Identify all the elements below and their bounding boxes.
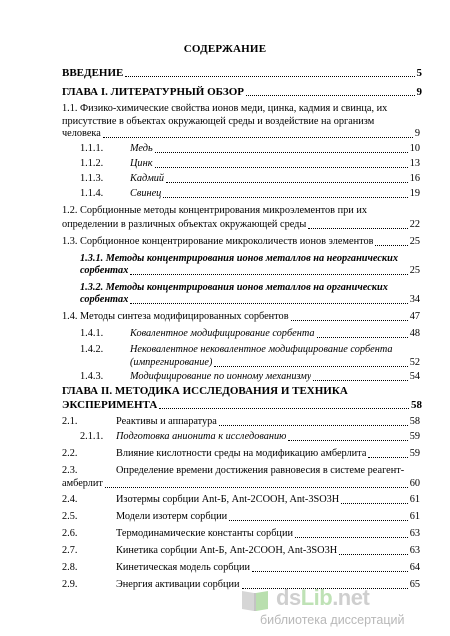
toc-entry-text: Энергия активации сорбции: [116, 579, 240, 590]
toc-entry-text: Кадмий: [130, 173, 165, 184]
book-icon: [240, 587, 270, 613]
toc-entry-1-1-2[interactable]: [80, 158, 420, 170]
toc-page-number: 59: [409, 448, 420, 459]
toc-page-number: 54: [409, 371, 420, 382]
toc-entry-1-3-1[interactable]: [80, 265, 420, 277]
leader-dots: [155, 166, 408, 168]
toc-entry-text: 1.4. Методы синтеза модифицированных сорбентов: [62, 311, 289, 322]
toc-entry-1-2[interactable]: [62, 219, 420, 231]
toc-entry-2-6[interactable]: [62, 528, 420, 540]
toc-entry-number: 1.4.3.: [80, 371, 104, 382]
toc-entry-number: 2.3.: [62, 465, 78, 476]
leader-dots: [288, 439, 407, 441]
toc-entry-1-1[interactable]: [62, 128, 420, 140]
toc-page-number: 64: [409, 562, 420, 573]
toc-entry-1-3-2-line-1: 1.3.2. Методы концентрирования ионов металлов на органических: [80, 282, 388, 293]
dslib-watermark[interactable]: [238, 585, 438, 631]
toc-entry-number: 2.1.: [62, 416, 78, 427]
toc-entry-text: Кинетическая модель сорбции: [116, 562, 250, 573]
toc-page-number: 19: [409, 188, 420, 199]
toc-page-number: 9: [416, 86, 422, 98]
leader-dots: [125, 75, 414, 77]
toc-page-number: 16: [409, 173, 420, 184]
leader-dots: [368, 456, 407, 458]
toc-page-number: 63: [409, 545, 420, 556]
toc-page-number: 25: [409, 236, 420, 247]
toc-page-number: 65: [409, 579, 420, 590]
leader-dots: [103, 136, 413, 138]
toc-entry-chapter-2[interactable]: [62, 399, 422, 411]
toc-entry-number: 1.1.1.: [80, 143, 104, 154]
toc-entry-text: Свинец: [130, 188, 162, 199]
leader-dots: [163, 196, 407, 198]
leader-dots: [313, 379, 407, 381]
page-title: СОДЕРЖАНИЕ: [183, 43, 267, 55]
toc-page-number: 10: [409, 143, 420, 154]
toc-page-number: 22: [409, 219, 420, 230]
toc-entry-number: 1.1.2.: [80, 158, 104, 169]
toc-page-number: 25: [409, 265, 420, 276]
toc-entry-chapter-2-line-1: ГЛАВА II. МЕТОДИКА ИССЛЕДОВАНИЯ И ТЕХНИКА: [62, 385, 348, 397]
toc-entry-number: 2.8.: [62, 562, 78, 573]
toc-entry-number: 2.7.: [62, 545, 78, 556]
toc-entry-chapter-1[interactable]: [62, 86, 422, 98]
leader-dots: [339, 553, 408, 555]
toc-entry-number: 2.4.: [62, 494, 78, 505]
toc-entry-1-1-1[interactable]: [80, 143, 420, 155]
leader-dots: [308, 227, 407, 229]
toc-entry-text: человека: [62, 128, 101, 139]
toc-entry-intro[interactable]: [62, 67, 422, 79]
toc-entry-2-2[interactable]: [62, 448, 420, 460]
toc-page-number: 9: [414, 128, 420, 139]
toc-page-number: 13: [409, 158, 420, 169]
toc-entry-text: Кинетика сорбции Ant-Б, Ant-2COOH, Ant-3SO3H: [116, 545, 338, 556]
toc-entry-2-3[interactable]: [62, 478, 420, 490]
toc-entry-text: Влияние кислотности среды на модификацию амберлита: [116, 448, 367, 459]
toc-entry-1-2-line-1: 1.2. Сорбционные методы концентрирования микроэлементов при их: [62, 205, 367, 216]
toc-entry-1-3-2[interactable]: [80, 294, 420, 306]
toc-page-number: 52: [409, 357, 420, 368]
leader-dots: [341, 502, 407, 504]
toc-entry-text: Реактивы и аппаратура: [116, 416, 217, 427]
toc-entry-1-1-4[interactable]: [80, 188, 420, 200]
toc-entry-text: Модели изотерм сорбции: [116, 511, 228, 522]
toc-entry-2-1-1[interactable]: [80, 431, 420, 443]
toc-entry-text: Нековалентное нековалентное модифицирование сорбента: [130, 344, 393, 355]
toc-entry-text: сорбентах: [80, 294, 129, 305]
toc-entry-2-4[interactable]: [62, 494, 420, 506]
toc-page-number: 48: [409, 328, 420, 339]
leader-dots: [229, 519, 408, 521]
toc-page-number: 63: [409, 528, 420, 539]
toc-entry-text: Подготовка анионита к исследованию: [116, 431, 287, 442]
toc-entry-2-1[interactable]: [62, 416, 420, 428]
toc-entry-number: 1.1.3.: [80, 173, 104, 184]
leader-dots: [105, 486, 408, 488]
toc-page-number: 34: [409, 294, 420, 305]
toc-entry-text: ГЛАВА I. ЛИТЕРАТУРНЫЙ ОБЗОР: [62, 86, 245, 98]
toc-entry-text: сорбентах: [80, 265, 129, 276]
toc-entry-text: (импрегнирование): [130, 357, 213, 368]
toc-entry-text: Медь: [130, 143, 153, 154]
toc-entry-text: Изотермы сорбции Ant-Б, Ant-2COOH, Ant-3SO3H: [116, 494, 340, 505]
toc-entry-2-8[interactable]: [62, 562, 420, 574]
leader-dots: [291, 319, 408, 321]
toc-page-number: 47: [409, 311, 420, 322]
leader-dots: [317, 336, 408, 338]
toc-entry-text: определении в различных объектах окружающей среды: [62, 219, 307, 230]
toc-page-number: 60: [409, 478, 420, 489]
logo-ds: ds: [276, 585, 301, 610]
watermark-subtitle: библиотека диссертаций: [260, 613, 405, 627]
toc-entry-text: ВВЕДЕНИЕ: [62, 67, 124, 79]
toc-entry-number: 2.9.: [62, 579, 78, 590]
toc-entry-text: Термодинамические константы сорбции: [116, 528, 293, 539]
toc-entry-1-4-3[interactable]: [80, 371, 420, 383]
toc-entry-number: 2.2.: [62, 448, 78, 459]
toc-entry-number: 2.6.: [62, 528, 78, 539]
toc-entry-2-3-line-1: [62, 465, 404, 477]
toc-page-number: 61: [409, 494, 420, 505]
toc-entry-text: Модифицирование по ионному механизму: [130, 371, 312, 382]
toc-entry-text: Определение времени достижения равновесия в системе реагент-: [116, 465, 405, 476]
toc-page-number: 5: [416, 67, 422, 79]
leader-dots: [166, 181, 408, 183]
toc-page-number: 59: [409, 431, 420, 442]
toc-page-number: 58: [409, 416, 420, 427]
toc-entry-1-4-2[interactable]: [130, 357, 420, 369]
toc-entry-text: ЭКСПЕРИМЕНТА: [62, 399, 158, 411]
leader-dots: [252, 570, 408, 572]
toc-page-number: 58: [411, 399, 422, 411]
toc-entry-number: 1.4.1.: [80, 328, 104, 339]
toc-entry-text: 1.3. Сорбционное концентрирование микроколичеств ионов элементов: [62, 236, 374, 247]
toc-entry-2-5[interactable]: [62, 511, 420, 523]
toc-entry-text: Ковалентное модифицирование сорбента: [130, 328, 315, 339]
toc-entry-2-7[interactable]: [62, 545, 420, 557]
toc-entry-1-1-3[interactable]: [80, 173, 420, 185]
toc-entry-1-4[interactable]: [62, 311, 420, 323]
leader-dots: [246, 94, 414, 96]
toc-entry-text: амберлит: [62, 478, 103, 489]
logo-lib: Lib: [300, 585, 333, 610]
leader-dots: [295, 536, 408, 538]
toc-entry-1-3[interactable]: [62, 236, 420, 248]
toc-entry-number: 2.1.1.: [80, 431, 104, 442]
watermark-logo: [276, 585, 369, 611]
leader-dots: [214, 365, 407, 367]
toc-entry-1-3-1-line-1: 1.3.1. Методы концентрирования ионов металлов на неорганических: [80, 253, 399, 264]
logo-net: .net: [332, 585, 370, 610]
toc-entry-1-1-line-2: присутствие в объектах окружающей среды и воздействие на организм: [62, 116, 375, 127]
toc-entry-1-1-line-1: 1.1. Физико-химические свойства ионов меди, цинка, кадмия и свинца, их: [62, 103, 388, 114]
toc-entry-1-4-2-line-1: [80, 344, 393, 356]
leader-dots: [375, 244, 407, 246]
toc-entry-number: 1.4.2.: [80, 344, 104, 355]
leader-dots: [130, 302, 407, 304]
leader-dots: [159, 407, 409, 409]
leader-dots: [155, 151, 408, 153]
leader-dots: [219, 424, 408, 426]
toc-entry-text: Цинк: [130, 158, 153, 169]
toc-entry-number: 2.5.: [62, 511, 78, 522]
toc-page-number: 61: [409, 511, 420, 522]
toc-entry-number: 1.1.4.: [80, 188, 104, 199]
toc-entry-1-4-1[interactable]: [80, 328, 420, 340]
leader-dots: [130, 273, 407, 275]
